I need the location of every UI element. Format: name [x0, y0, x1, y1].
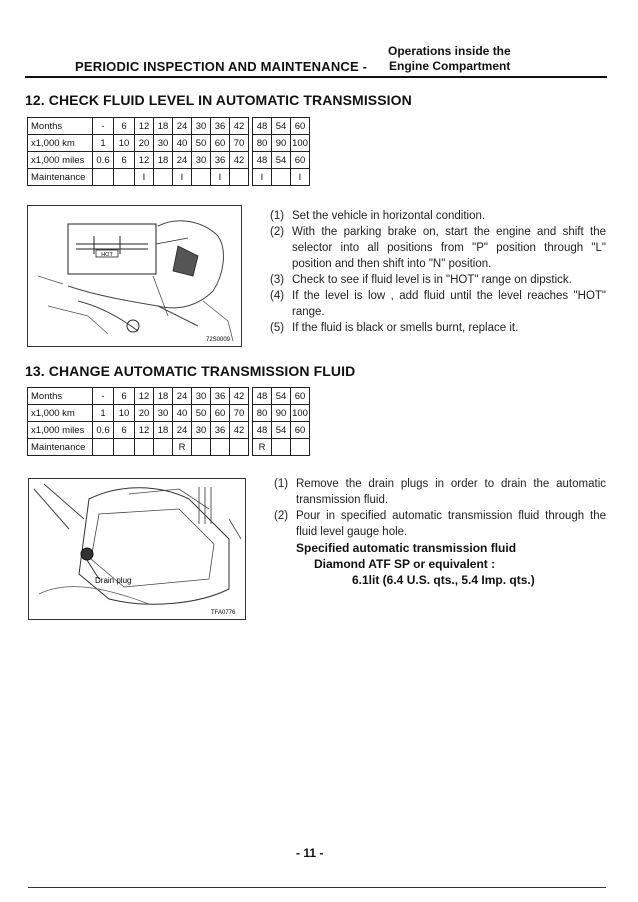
table-cell: 100 — [291, 405, 310, 422]
step-text: Remove the drain plugs in order to drain the automatic transmission fluid. — [296, 478, 606, 506]
hot-mark-label: HOT — [101, 252, 113, 258]
step-text: With the parking brake on, start the engine and shift the selector into all positions from "P" position through "L" position and then shift into "N" position. — [292, 226, 606, 270]
table-cell: 54 — [272, 422, 291, 439]
table-cell — [93, 169, 114, 186]
table-cell: 42 — [230, 388, 249, 405]
table-cell: 80 — [253, 405, 272, 422]
table-cell: 42 — [230, 422, 249, 439]
table-cell: I — [253, 169, 272, 186]
table-cell: 0.6 — [93, 152, 114, 169]
header-context-line: Operations inside the — [388, 44, 511, 58]
table-cell: 60 — [211, 405, 230, 422]
table-row — [28, 405, 310, 422]
list-item — [270, 224, 606, 272]
table-cell: 30 — [192, 422, 211, 439]
table-cell — [154, 169, 173, 186]
dipstick-illustration — [28, 206, 241, 346]
table-cell: 6 — [114, 388, 135, 405]
table-cell: I — [173, 169, 192, 186]
table-cell: 60 — [291, 118, 310, 135]
table-cell: 20 — [135, 405, 154, 422]
table-cell: 48 — [253, 388, 272, 405]
section-13-title: 13. CHANGE AUTOMATIC TRANSMISSION FLUID — [25, 363, 356, 379]
table-cell: 24 — [173, 422, 192, 439]
step-number: (1) — [274, 478, 289, 490]
list-item — [274, 508, 606, 540]
table-cell — [154, 439, 173, 456]
step-number: (3) — [270, 274, 285, 286]
table-cell: 36 — [211, 152, 230, 169]
table-cell — [135, 439, 154, 456]
table-row — [28, 388, 310, 405]
drain-plug-figure — [28, 478, 246, 620]
table-cell: 48 — [253, 118, 272, 135]
table-cell: 30 — [192, 118, 211, 135]
table-cell: 90 — [272, 405, 291, 422]
step-number: (2) — [270, 226, 285, 238]
table-cell: 40 — [173, 135, 192, 152]
table-cell: 60 — [291, 388, 310, 405]
table-cell: 54 — [272, 118, 291, 135]
table-cell: 42 — [230, 118, 249, 135]
table-cell: 36 — [211, 422, 230, 439]
list-item — [270, 272, 606, 288]
change-schedule-table — [27, 387, 310, 456]
check-steps-list — [270, 208, 606, 336]
table-cell: 100 — [291, 135, 310, 152]
table-cell: 20 — [135, 135, 154, 152]
row-header: x1,000 miles — [28, 422, 93, 439]
table-cell: 18 — [154, 152, 173, 169]
drain-plug-label: Drain plug — [95, 576, 132, 585]
page-subtitle: Engine Compartment — [389, 59, 511, 73]
table-cell: 30 — [154, 135, 173, 152]
list-item — [274, 476, 606, 508]
figure-code: 72S0009 — [206, 337, 231, 343]
table-cell: 12 — [135, 118, 154, 135]
list-item — [270, 208, 606, 224]
table-cell: 80 — [253, 135, 272, 152]
section-12-title: 12. CHECK FLUID LEVEL IN AUTOMATIC TRANSMISSION — [25, 92, 412, 108]
step-text: Check to see if fluid level is in "HOT" range on dipstick. — [292, 274, 572, 286]
table-cell: R — [253, 439, 272, 456]
table-cell: 54 — [272, 152, 291, 169]
table-row — [28, 169, 310, 186]
step-number: (2) — [274, 510, 289, 522]
table-cell: I — [211, 169, 230, 186]
table-cell — [272, 439, 291, 456]
table-cell — [93, 439, 114, 456]
row-header: Maintenance — [28, 169, 93, 186]
drain-plug-illustration — [29, 479, 245, 619]
table-cell: 6 — [114, 118, 135, 135]
check-schedule-table — [27, 117, 310, 186]
table-cell — [192, 169, 211, 186]
step-number: (4) — [270, 290, 285, 302]
list-item — [270, 320, 606, 336]
table-row — [28, 152, 310, 169]
table-cell: - — [93, 388, 114, 405]
table-cell: 60 — [291, 152, 310, 169]
step-text: If the fluid is black or smells burnt, replace it. — [292, 322, 519, 334]
table-cell: 12 — [135, 152, 154, 169]
page-title: PERIODIC INSPECTION AND MAINTENANCE - — [75, 59, 368, 74]
table-cell: 30 — [192, 388, 211, 405]
table-cell: 60 — [291, 422, 310, 439]
table-cell — [114, 439, 135, 456]
table-cell: 10 — [114, 405, 135, 422]
table-cell: 40 — [173, 405, 192, 422]
figure-code: TFA0776 — [211, 610, 236, 616]
table-cell — [211, 439, 230, 456]
table-cell — [291, 439, 310, 456]
table-cell: 1 — [93, 405, 114, 422]
row-header: Maintenance — [28, 439, 93, 456]
table-cell: I — [291, 169, 310, 186]
page-number: - 11 - — [296, 846, 324, 860]
table-cell: 90 — [272, 135, 291, 152]
table-cell — [272, 169, 291, 186]
spec-fluid: Diamond ATF SP or equivalent : — [314, 557, 496, 571]
table-cell: 54 — [272, 388, 291, 405]
change-steps-list — [274, 476, 606, 540]
table-cell — [230, 169, 249, 186]
dipstick-figure — [27, 205, 242, 347]
step-number: (1) — [270, 210, 285, 222]
step-text: Pour in specified automatic transmission fluid through the fluid level gauge hole. — [296, 510, 606, 538]
table-cell: 12 — [135, 388, 154, 405]
table-cell: I — [135, 169, 154, 186]
table-cell: 60 — [211, 135, 230, 152]
table-cell: 30 — [154, 405, 173, 422]
table-cell: 18 — [154, 118, 173, 135]
table-cell: 24 — [173, 118, 192, 135]
table-cell — [192, 439, 211, 456]
spec-heading: Specified automatic transmission fluid — [296, 541, 517, 555]
table-cell: 50 — [192, 405, 211, 422]
step-number: (5) — [270, 322, 285, 334]
table-cell: 10 — [114, 135, 135, 152]
table-cell: 42 — [230, 152, 249, 169]
header-rule — [25, 76, 607, 78]
table-row — [28, 422, 310, 439]
table-row — [28, 135, 310, 152]
table-cell: 18 — [154, 388, 173, 405]
table-cell: 50 — [192, 135, 211, 152]
spec-quantity: 6.1lit (6.4 U.S. qts., 5.4 Imp. qts.) — [352, 573, 535, 587]
table-cell: 12 — [135, 422, 154, 439]
table-cell: 36 — [211, 388, 230, 405]
table-cell: 48 — [253, 422, 272, 439]
table-cell: 30 — [192, 152, 211, 169]
table-cell: - — [93, 118, 114, 135]
footer-rule — [28, 887, 606, 888]
step-text: If the level is low , add fluid until the level reaches "HOT" range. — [292, 290, 606, 318]
table-cell: 6 — [114, 422, 135, 439]
table-cell: 1 — [93, 135, 114, 152]
list-item — [270, 288, 606, 320]
row-header: Months — [28, 388, 93, 405]
table-row — [28, 118, 310, 135]
table-cell: 48 — [253, 152, 272, 169]
table-cell: 24 — [173, 152, 192, 169]
row-header: x1,000 km — [28, 405, 93, 422]
table-cell: 0.6 — [93, 422, 114, 439]
table-row — [28, 439, 310, 456]
table-cell: 70 — [230, 135, 249, 152]
table-cell: 18 — [154, 422, 173, 439]
table-cell: 36 — [211, 118, 230, 135]
table-cell — [114, 169, 135, 186]
step-text: Set the vehicle in horizontal condition. — [292, 210, 486, 222]
table-cell: 6 — [114, 152, 135, 169]
table-cell: 24 — [173, 388, 192, 405]
table-cell: 70 — [230, 405, 249, 422]
row-header: x1,000 miles — [28, 152, 93, 169]
table-cell — [230, 439, 249, 456]
row-header: Months — [28, 118, 93, 135]
row-header: x1,000 km — [28, 135, 93, 152]
table-cell: R — [173, 439, 192, 456]
